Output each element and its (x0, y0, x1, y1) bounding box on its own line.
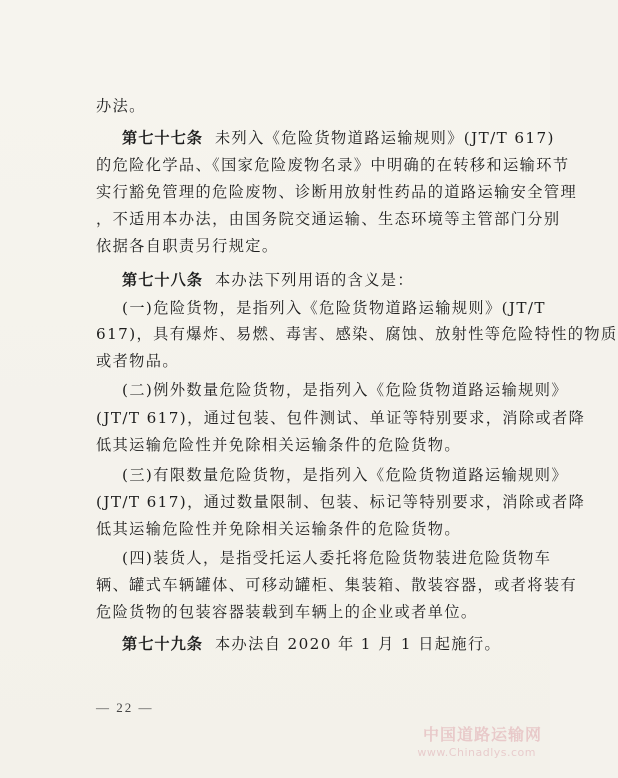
line-text: 辆、罐式车辆罐体、可移动罐柜、集装箱、散装容器，或者将装有 (96, 576, 578, 594)
line-text: (二)例外数量危险货物，是指列入《危险货物道路运输规则》 (122, 381, 568, 399)
text-line (122, 298, 546, 318)
line-text: 的危险化学品、《国家危险废物名录》中明确的在转移和运输环节 (96, 156, 570, 174)
text-line (122, 380, 568, 400)
line-text: (一)危险货物，是指列入《危险货物道路运输规则》(JT/T (122, 299, 546, 317)
line-text: ，不适用本办法，由国务院交通运输、生态环境等主管部门分别 (96, 210, 561, 228)
watermark-logo-text: 中国道路运输网 (422, 725, 542, 744)
line-text: 617)，具有爆炸、易燃、毒害、感染、腐蚀、放射性等危险特性的物质 (96, 325, 618, 343)
line-text: (三)有限数量危险货物，是指列入《危险货物道路运输规则》 (122, 466, 568, 484)
line-text: 低其运输危险性并免除相关运输条件的危险货物。 (96, 436, 461, 454)
line-text: 实行豁免管理的危险废物、诊断用放射性药品的道路运输安全管理 (96, 183, 578, 201)
article-heading: 第七十八条 (122, 271, 203, 289)
watermark-url: www.Chinadlys.com (417, 746, 536, 759)
text-line (96, 408, 585, 428)
text-line (122, 548, 551, 568)
text-line (96, 236, 278, 256)
line-text: (JT/T 617)，通过数量限制、包装、标记等特别要求，消除或者降 (96, 493, 586, 511)
text-line (96, 602, 478, 622)
text-line (96, 155, 569, 175)
text-line (96, 182, 577, 202)
line-text: (JT/T 617)，通过包装、包件测试、单证等特别要求，消除或者降 (96, 409, 586, 427)
text-line (96, 209, 560, 229)
line-text: 办法。 (96, 97, 146, 115)
line-text: 本办法自 2020 年 1 月 1 日起施行。 (214, 635, 502, 653)
line-text: 危险货物的包装容器装载到车辆上的企业或者单位。 (96, 603, 478, 621)
line-text: 或者物品。 (96, 352, 179, 370)
text-line (96, 492, 585, 512)
page-number: — 22 — (96, 700, 154, 715)
text-line (122, 465, 568, 485)
article-heading: 第七十七条 (122, 129, 203, 147)
watermark (402, 722, 542, 772)
article-line (122, 634, 501, 654)
text-line (96, 324, 618, 344)
text-line (96, 435, 461, 455)
article-heading: 第七十九条 (122, 635, 203, 653)
line-text: 低其运输危险性并免除相关运输条件的危险货物。 (96, 520, 461, 538)
text-line (96, 96, 146, 116)
text-line (96, 351, 179, 371)
line-text: 依据各自职责另行规定。 (96, 237, 279, 255)
text-line (96, 575, 577, 595)
article-line (122, 128, 555, 148)
article-line (122, 270, 414, 290)
line-text: 未列入《危险货物道路运输规则》(JT/T 617) (214, 129, 555, 147)
line-text: (四)装货人，是指受托运人委托将危险货物装进危险货物车 (122, 549, 552, 567)
line-text: 本办法下列用语的含义是： (214, 271, 414, 289)
text-line (96, 519, 461, 539)
